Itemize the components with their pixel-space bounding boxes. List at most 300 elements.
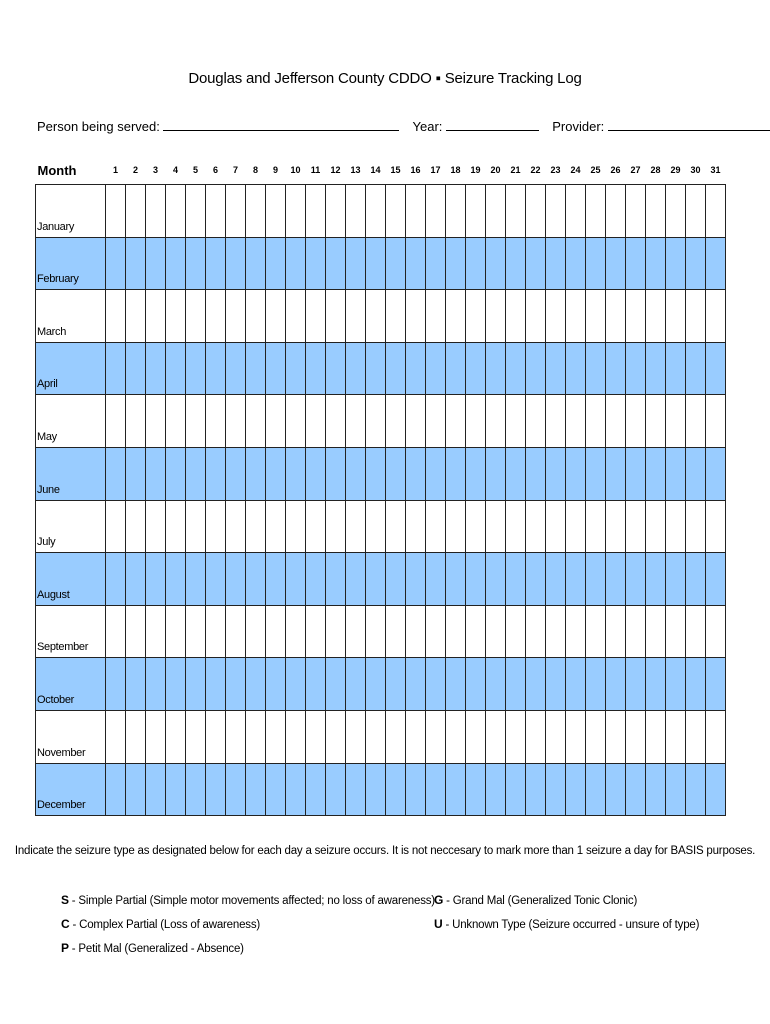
day-cell[interactable]: [646, 500, 666, 553]
day-cell[interactable]: [366, 553, 386, 606]
day-cell[interactable]: [686, 447, 706, 500]
day-cell[interactable]: [486, 185, 506, 238]
day-cell[interactable]: [206, 553, 226, 606]
day-cell[interactable]: [266, 710, 286, 763]
day-cell[interactable]: [526, 395, 546, 448]
day-cell[interactable]: [586, 763, 606, 816]
day-cell[interactable]: [586, 342, 606, 395]
day-cell[interactable]: [126, 342, 146, 395]
day-cell[interactable]: [266, 605, 286, 658]
day-cell[interactable]: [326, 710, 346, 763]
day-cell[interactable]: [406, 290, 426, 343]
day-cell[interactable]: [446, 605, 466, 658]
day-cell[interactable]: [706, 185, 726, 238]
day-cell[interactable]: [386, 553, 406, 606]
day-cell[interactable]: [366, 237, 386, 290]
day-cell[interactable]: [246, 763, 266, 816]
day-cell[interactable]: [126, 290, 146, 343]
day-cell[interactable]: [226, 710, 246, 763]
day-cell[interactable]: [406, 658, 426, 711]
day-cell[interactable]: [626, 763, 646, 816]
day-cell[interactable]: [286, 290, 306, 343]
day-cell[interactable]: [526, 290, 546, 343]
day-cell[interactable]: [126, 553, 146, 606]
day-cell[interactable]: [306, 447, 326, 500]
day-cell[interactable]: [546, 605, 566, 658]
day-cell[interactable]: [386, 658, 406, 711]
day-cell[interactable]: [306, 605, 326, 658]
day-cell[interactable]: [246, 605, 266, 658]
day-cell[interactable]: [306, 553, 326, 606]
day-cell[interactable]: [626, 710, 646, 763]
day-cell[interactable]: [246, 237, 266, 290]
day-cell[interactable]: [326, 447, 346, 500]
day-cell[interactable]: [466, 500, 486, 553]
day-cell[interactable]: [206, 605, 226, 658]
day-cell[interactable]: [186, 658, 206, 711]
day-cell[interactable]: [566, 185, 586, 238]
day-cell[interactable]: [366, 185, 386, 238]
day-cell[interactable]: [186, 500, 206, 553]
day-cell[interactable]: [706, 237, 726, 290]
day-cell[interactable]: [706, 605, 726, 658]
day-cell[interactable]: [426, 290, 446, 343]
day-cell[interactable]: [426, 658, 446, 711]
day-cell[interactable]: [186, 605, 206, 658]
day-cell[interactable]: [626, 237, 646, 290]
day-cell[interactable]: [466, 447, 486, 500]
day-cell[interactable]: [366, 763, 386, 816]
day-cell[interactable]: [566, 237, 586, 290]
day-cell[interactable]: [526, 710, 546, 763]
day-cell[interactable]: [506, 605, 526, 658]
day-cell[interactable]: [446, 763, 466, 816]
day-cell[interactable]: [186, 185, 206, 238]
day-cell[interactable]: [306, 237, 326, 290]
day-cell[interactable]: [606, 710, 626, 763]
day-cell[interactable]: [106, 342, 126, 395]
day-cell[interactable]: [186, 290, 206, 343]
day-cell[interactable]: [346, 290, 366, 343]
day-cell[interactable]: [486, 710, 506, 763]
day-cell[interactable]: [666, 658, 686, 711]
day-cell[interactable]: [346, 763, 366, 816]
day-cell[interactable]: [606, 447, 626, 500]
day-cell[interactable]: [226, 342, 246, 395]
day-cell[interactable]: [166, 185, 186, 238]
day-cell[interactable]: [426, 237, 446, 290]
day-cell[interactable]: [706, 710, 726, 763]
day-cell[interactable]: [506, 342, 526, 395]
day-cell[interactable]: [686, 553, 706, 606]
day-cell[interactable]: [706, 658, 726, 711]
day-cell[interactable]: [146, 185, 166, 238]
day-cell[interactable]: [666, 185, 686, 238]
day-cell[interactable]: [586, 553, 606, 606]
day-cell[interactable]: [666, 763, 686, 816]
day-cell[interactable]: [626, 342, 646, 395]
day-cell[interactable]: [586, 395, 606, 448]
day-cell[interactable]: [346, 500, 366, 553]
day-cell[interactable]: [206, 342, 226, 395]
day-cell[interactable]: [626, 185, 646, 238]
day-cell[interactable]: [166, 553, 186, 606]
provider-field[interactable]: [608, 118, 770, 131]
day-cell[interactable]: [566, 447, 586, 500]
day-cell[interactable]: [566, 658, 586, 711]
day-cell[interactable]: [646, 395, 666, 448]
day-cell[interactable]: [646, 763, 666, 816]
day-cell[interactable]: [486, 500, 506, 553]
day-cell[interactable]: [606, 290, 626, 343]
day-cell[interactable]: [686, 395, 706, 448]
day-cell[interactable]: [366, 710, 386, 763]
day-cell[interactable]: [406, 605, 426, 658]
day-cell[interactable]: [626, 553, 646, 606]
day-cell[interactable]: [286, 237, 306, 290]
day-cell[interactable]: [646, 658, 666, 711]
day-cell[interactable]: [526, 658, 546, 711]
day-cell[interactable]: [206, 763, 226, 816]
day-cell[interactable]: [126, 237, 146, 290]
day-cell[interactable]: [426, 605, 446, 658]
person-field[interactable]: [163, 118, 399, 131]
day-cell[interactable]: [586, 447, 606, 500]
day-cell[interactable]: [266, 658, 286, 711]
day-cell[interactable]: [326, 185, 346, 238]
day-cell[interactable]: [506, 763, 526, 816]
day-cell[interactable]: [386, 605, 406, 658]
day-cell[interactable]: [606, 763, 626, 816]
day-cell[interactable]: [226, 290, 246, 343]
day-cell[interactable]: [246, 290, 266, 343]
day-cell[interactable]: [106, 710, 126, 763]
day-cell[interactable]: [446, 447, 466, 500]
day-cell[interactable]: [266, 500, 286, 553]
day-cell[interactable]: [466, 553, 486, 606]
day-cell[interactable]: [406, 500, 426, 553]
day-cell[interactable]: [366, 290, 386, 343]
day-cell[interactable]: [126, 763, 146, 816]
day-cell[interactable]: [566, 553, 586, 606]
day-cell[interactable]: [246, 185, 266, 238]
day-cell[interactable]: [426, 447, 446, 500]
day-cell[interactable]: [466, 658, 486, 711]
day-cell[interactable]: [126, 447, 146, 500]
day-cell[interactable]: [646, 237, 666, 290]
day-cell[interactable]: [686, 237, 706, 290]
day-cell[interactable]: [306, 185, 326, 238]
day-cell[interactable]: [626, 290, 646, 343]
day-cell[interactable]: [486, 237, 506, 290]
day-cell[interactable]: [706, 342, 726, 395]
day-cell[interactable]: [186, 763, 206, 816]
day-cell[interactable]: [186, 710, 206, 763]
day-cell[interactable]: [226, 658, 246, 711]
day-cell[interactable]: [486, 342, 506, 395]
day-cell[interactable]: [386, 395, 406, 448]
day-cell[interactable]: [206, 237, 226, 290]
day-cell[interactable]: [406, 395, 426, 448]
day-cell[interactable]: [306, 710, 326, 763]
day-cell[interactable]: [286, 342, 306, 395]
day-cell[interactable]: [106, 500, 126, 553]
day-cell[interactable]: [546, 290, 566, 343]
day-cell[interactable]: [286, 553, 306, 606]
day-cell[interactable]: [326, 605, 346, 658]
day-cell[interactable]: [486, 605, 506, 658]
day-cell[interactable]: [506, 185, 526, 238]
day-cell[interactable]: [246, 395, 266, 448]
day-cell[interactable]: [506, 447, 526, 500]
day-cell[interactable]: [326, 500, 346, 553]
day-cell[interactable]: [146, 500, 166, 553]
day-cell[interactable]: [686, 342, 706, 395]
day-cell[interactable]: [226, 447, 246, 500]
day-cell[interactable]: [266, 237, 286, 290]
day-cell[interactable]: [326, 237, 346, 290]
day-cell[interactable]: [506, 658, 526, 711]
day-cell[interactable]: [186, 395, 206, 448]
day-cell[interactable]: [306, 395, 326, 448]
day-cell[interactable]: [466, 710, 486, 763]
day-cell[interactable]: [506, 290, 526, 343]
day-cell[interactable]: [326, 290, 346, 343]
day-cell[interactable]: [146, 658, 166, 711]
day-cell[interactable]: [666, 605, 686, 658]
day-cell[interactable]: [386, 710, 406, 763]
day-cell[interactable]: [386, 763, 406, 816]
day-cell[interactable]: [426, 553, 446, 606]
day-cell[interactable]: [126, 395, 146, 448]
day-cell[interactable]: [106, 553, 126, 606]
day-cell[interactable]: [546, 185, 566, 238]
day-cell[interactable]: [706, 290, 726, 343]
day-cell[interactable]: [706, 763, 726, 816]
day-cell[interactable]: [346, 605, 366, 658]
day-cell[interactable]: [606, 605, 626, 658]
day-cell[interactable]: [166, 342, 186, 395]
day-cell[interactable]: [186, 553, 206, 606]
day-cell[interactable]: [426, 710, 446, 763]
day-cell[interactable]: [106, 185, 126, 238]
day-cell[interactable]: [586, 605, 606, 658]
day-cell[interactable]: [226, 185, 246, 238]
day-cell[interactable]: [126, 710, 146, 763]
day-cell[interactable]: [446, 553, 466, 606]
day-cell[interactable]: [686, 605, 706, 658]
day-cell[interactable]: [426, 342, 446, 395]
day-cell[interactable]: [586, 185, 606, 238]
day-cell[interactable]: [266, 185, 286, 238]
day-cell[interactable]: [226, 500, 246, 553]
day-cell[interactable]: [206, 658, 226, 711]
day-cell[interactable]: [626, 658, 646, 711]
day-cell[interactable]: [566, 763, 586, 816]
year-field[interactable]: [446, 118, 539, 131]
day-cell[interactable]: [366, 395, 386, 448]
day-cell[interactable]: [666, 237, 686, 290]
day-cell[interactable]: [306, 342, 326, 395]
day-cell[interactable]: [546, 342, 566, 395]
day-cell[interactable]: [386, 290, 406, 343]
day-cell[interactable]: [586, 710, 606, 763]
day-cell[interactable]: [306, 658, 326, 711]
day-cell[interactable]: [306, 763, 326, 816]
day-cell[interactable]: [386, 342, 406, 395]
day-cell[interactable]: [226, 553, 246, 606]
day-cell[interactable]: [106, 605, 126, 658]
day-cell[interactable]: [326, 553, 346, 606]
day-cell[interactable]: [266, 447, 286, 500]
day-cell[interactable]: [366, 658, 386, 711]
day-cell[interactable]: [446, 290, 466, 343]
day-cell[interactable]: [426, 500, 446, 553]
day-cell[interactable]: [206, 290, 226, 343]
day-cell[interactable]: [366, 605, 386, 658]
day-cell[interactable]: [126, 185, 146, 238]
day-cell[interactable]: [586, 237, 606, 290]
day-cell[interactable]: [246, 342, 266, 395]
day-cell[interactable]: [646, 342, 666, 395]
day-cell[interactable]: [266, 395, 286, 448]
day-cell[interactable]: [286, 185, 306, 238]
day-cell[interactable]: [586, 290, 606, 343]
day-cell[interactable]: [626, 395, 646, 448]
day-cell[interactable]: [146, 710, 166, 763]
day-cell[interactable]: [466, 342, 486, 395]
day-cell[interactable]: [166, 447, 186, 500]
day-cell[interactable]: [326, 395, 346, 448]
day-cell[interactable]: [266, 290, 286, 343]
day-cell[interactable]: [366, 342, 386, 395]
day-cell[interactable]: [346, 342, 366, 395]
day-cell[interactable]: [286, 395, 306, 448]
day-cell[interactable]: [526, 342, 546, 395]
day-cell[interactable]: [706, 553, 726, 606]
day-cell[interactable]: [606, 237, 626, 290]
day-cell[interactable]: [446, 342, 466, 395]
day-cell[interactable]: [426, 185, 446, 238]
day-cell[interactable]: [486, 553, 506, 606]
day-cell[interactable]: [706, 447, 726, 500]
day-cell[interactable]: [526, 553, 546, 606]
day-cell[interactable]: [626, 500, 646, 553]
day-cell[interactable]: [606, 395, 626, 448]
day-cell[interactable]: [106, 658, 126, 711]
day-cell[interactable]: [566, 395, 586, 448]
day-cell[interactable]: [686, 658, 706, 711]
day-cell[interactable]: [346, 553, 366, 606]
day-cell[interactable]: [666, 395, 686, 448]
day-cell[interactable]: [566, 710, 586, 763]
day-cell[interactable]: [546, 500, 566, 553]
day-cell[interactable]: [686, 500, 706, 553]
day-cell[interactable]: [646, 290, 666, 343]
day-cell[interactable]: [486, 395, 506, 448]
day-cell[interactable]: [106, 395, 126, 448]
day-cell[interactable]: [166, 237, 186, 290]
day-cell[interactable]: [666, 710, 686, 763]
day-cell[interactable]: [146, 447, 166, 500]
day-cell[interactable]: [166, 500, 186, 553]
day-cell[interactable]: [126, 605, 146, 658]
day-cell[interactable]: [566, 342, 586, 395]
day-cell[interactable]: [326, 342, 346, 395]
day-cell[interactable]: [546, 553, 566, 606]
day-cell[interactable]: [466, 237, 486, 290]
day-cell[interactable]: [606, 500, 626, 553]
day-cell[interactable]: [646, 605, 666, 658]
day-cell[interactable]: [346, 710, 366, 763]
day-cell[interactable]: [506, 553, 526, 606]
day-cell[interactable]: [266, 763, 286, 816]
day-cell[interactable]: [126, 500, 146, 553]
day-cell[interactable]: [406, 342, 426, 395]
day-cell[interactable]: [306, 500, 326, 553]
day-cell[interactable]: [146, 553, 166, 606]
day-cell[interactable]: [686, 290, 706, 343]
day-cell[interactable]: [626, 447, 646, 500]
day-cell[interactable]: [706, 395, 726, 448]
day-cell[interactable]: [486, 290, 506, 343]
day-cell[interactable]: [346, 658, 366, 711]
day-cell[interactable]: [666, 342, 686, 395]
day-cell[interactable]: [466, 185, 486, 238]
day-cell[interactable]: [486, 447, 506, 500]
day-cell[interactable]: [186, 342, 206, 395]
day-cell[interactable]: [686, 763, 706, 816]
day-cell[interactable]: [586, 658, 606, 711]
day-cell[interactable]: [446, 237, 466, 290]
day-cell[interactable]: [366, 447, 386, 500]
day-cell[interactable]: [246, 710, 266, 763]
day-cell[interactable]: [266, 553, 286, 606]
day-cell[interactable]: [406, 237, 426, 290]
day-cell[interactable]: [406, 447, 426, 500]
day-cell[interactable]: [606, 342, 626, 395]
day-cell[interactable]: [406, 763, 426, 816]
day-cell[interactable]: [646, 447, 666, 500]
day-cell[interactable]: [106, 447, 126, 500]
day-cell[interactable]: [486, 658, 506, 711]
day-cell[interactable]: [246, 500, 266, 553]
day-cell[interactable]: [286, 500, 306, 553]
day-cell[interactable]: [586, 500, 606, 553]
day-cell[interactable]: [686, 185, 706, 238]
day-cell[interactable]: [146, 395, 166, 448]
day-cell[interactable]: [106, 237, 126, 290]
day-cell[interactable]: [226, 605, 246, 658]
day-cell[interactable]: [326, 658, 346, 711]
day-cell[interactable]: [246, 658, 266, 711]
day-cell[interactable]: [606, 553, 626, 606]
day-cell[interactable]: [446, 658, 466, 711]
day-cell[interactable]: [286, 763, 306, 816]
day-cell[interactable]: [506, 710, 526, 763]
day-cell[interactable]: [166, 658, 186, 711]
day-cell[interactable]: [526, 605, 546, 658]
day-cell[interactable]: [546, 237, 566, 290]
day-cell[interactable]: [206, 447, 226, 500]
day-cell[interactable]: [446, 500, 466, 553]
day-cell[interactable]: [106, 763, 126, 816]
day-cell[interactable]: [286, 447, 306, 500]
day-cell[interactable]: [226, 395, 246, 448]
day-cell[interactable]: [426, 395, 446, 448]
day-cell[interactable]: [666, 553, 686, 606]
day-cell[interactable]: [686, 710, 706, 763]
